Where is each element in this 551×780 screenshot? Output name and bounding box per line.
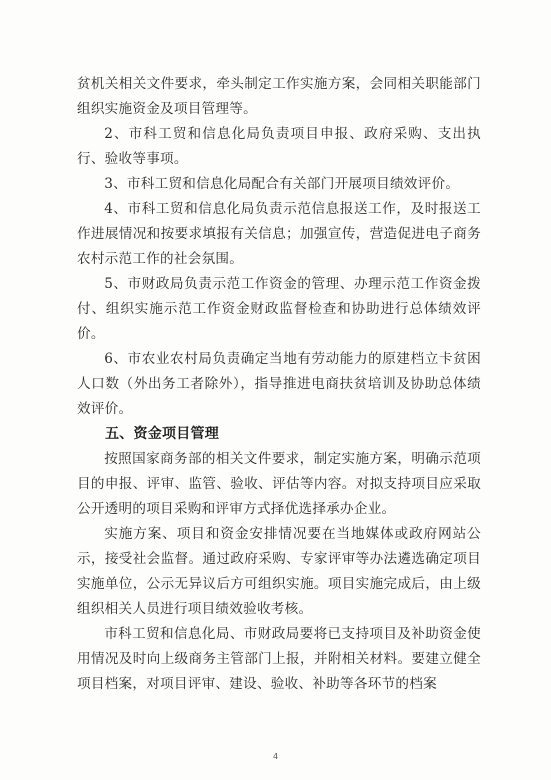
- page-number: 4: [272, 752, 279, 761]
- paragraph-item-3: 3、市科工贸和信息化局配合有关部门开展项目绩效评价。: [104, 176, 460, 192]
- paragraph-item-5: 5、市财政局负责示范工作资金的管理、办理示范工作资金拨付、组织实施示范工作资金财政监督检查和协助进行总体绩效评价。: [77, 276, 481, 342]
- section-heading: 五、资金项目管理: [105, 426, 219, 442]
- document-body: [77, 72, 481, 697]
- paragraph-item-2: 2、市科工贸和信息化局负责项目申报、政府采购、支出执行、验收等事项。: [77, 126, 481, 167]
- paragraph-item-6: 6、市农业农村局负责确定当地有劳动能力的原建档立卡贫困人口数（外出务工者除外），指导推进电商扶贫培训及协助总体绩效评价。: [77, 351, 481, 417]
- paragraph-item-4: 4、市科工贸和信息化局负责示范信息报送工作，及时报送工作进展情况和按要求填报有关信息；加强宣传，营造促进电子商务农村示范工作的社会氛围。: [77, 201, 481, 267]
- paragraph-continued: 贫机关相关文件要求，牵头制定工作实施方案，会同相关职能部门组织实施资金及项目管理等。: [77, 76, 481, 117]
- section-paragraph-3: 市科工贸和信息化局、市财政局要将已支持项目及补助资金使用情况及时向上级商务主管部门上报，并附相关材料。要建立健全项目档案，对项目评审、建设、验收、补助等各环节的档案: [77, 626, 481, 692]
- section-paragraph-1: 按照国家商务部的相关文件要求，制定实施方案，明确示范项目的申报、评审、监管、验收、评估等内容。对拟支持项目应采取公开透明的项目采购和评审方式择优选择承办企业。: [77, 451, 481, 517]
- section-paragraph-2: 实施方案、项目和资金安排情况要在当地媒体或政府网站公示，接受社会监督。通过政府采购、专家评审等办法遴选确定项目实施单位，公示无异议后方可组织实施。项目实施完成后，由上级组织相关人员进行项目绩效验收考核。: [77, 526, 481, 617]
